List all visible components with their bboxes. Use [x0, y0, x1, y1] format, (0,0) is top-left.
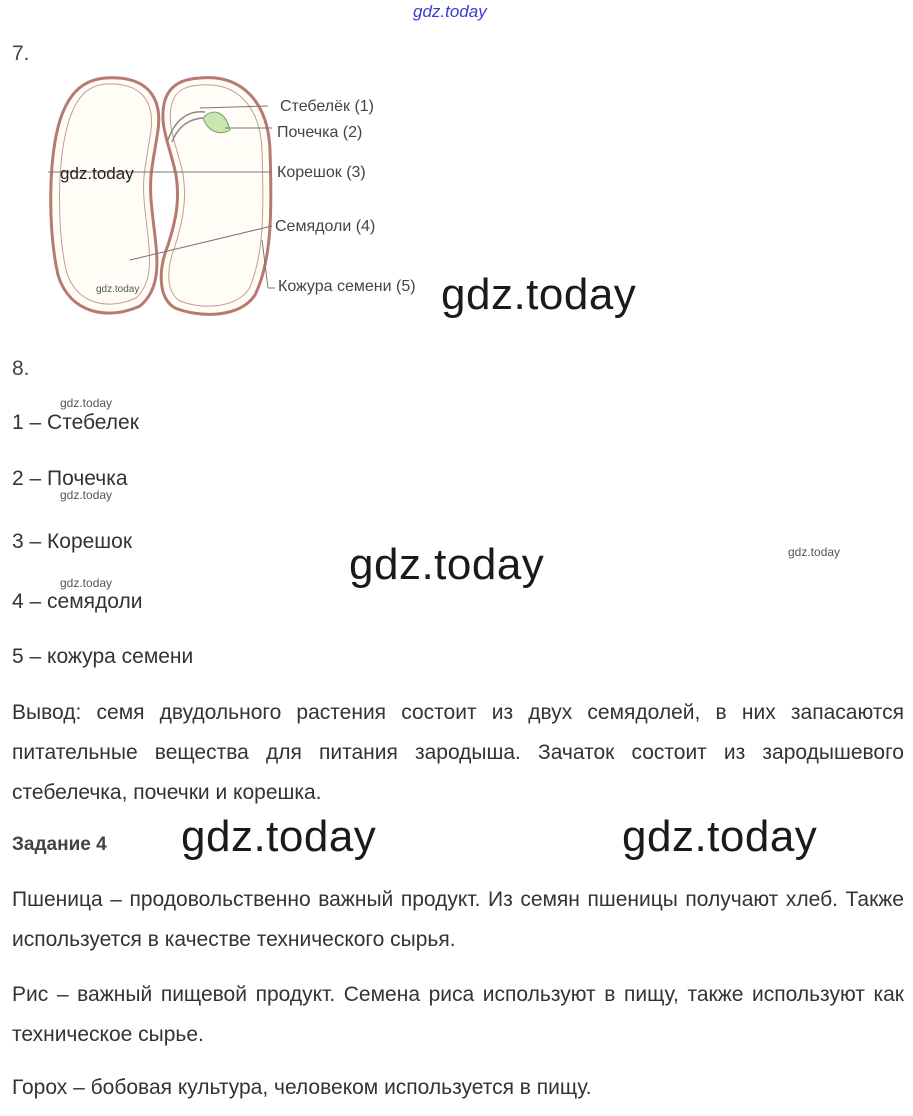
diagram-bottom-watermark: gdz.today	[96, 284, 140, 295]
top-watermark: gdz.today	[413, 2, 487, 21]
label-bud: Почечка (2)	[277, 124, 363, 141]
wheat-paragraph: Пшеница – продовольственно важный продукт. Из семян пшеницы получают хлеб. Также используется в качестве технического сырья.	[12, 888, 904, 951]
task-4-title: Задание 4	[12, 834, 107, 855]
list-item-2: 2 – Почечка	[12, 467, 128, 490]
list-item-4: 4 – семядоли	[12, 590, 143, 613]
list-right-watermark: gdz.today	[788, 545, 841, 559]
label-seed-coat: Кожура семени (5)	[278, 278, 416, 295]
left-cotyledon	[51, 78, 159, 313]
list-watermark-3: gdz.today	[60, 576, 113, 590]
section-7-number: 7.	[12, 42, 30, 65]
rice-paragraph: Рис – важный пищевой продукт. Семена риса используют в пищу, также используют как техническое сырье.	[12, 983, 904, 1046]
diagram-inner-watermark: gdz.today	[60, 164, 134, 183]
section-8-number: 8.	[12, 357, 30, 380]
label-stem: Стебелёк (1)	[280, 98, 375, 115]
list-center-watermark: gdz.today	[349, 540, 545, 589]
list-watermark-2: gdz.today	[60, 488, 113, 502]
list-watermark-1: gdz.today	[60, 396, 113, 410]
conclusion-paragraph: Вывод: семя двудольного растения состоит из двух семядолей, в них запасаются питательные вещества для питания зародыша. Зачаток состоит из зародышевого стебелечка, почечки и корешка.	[12, 701, 904, 804]
label-root: Корешок (3)	[277, 164, 366, 181]
list-item-3: 3 – Корешок	[12, 530, 133, 553]
task-right-watermark: gdz.today	[622, 812, 818, 861]
label-cotyledons: Семядоли (4)	[275, 218, 376, 235]
list-item-5: 5 – кожура семени	[12, 645, 194, 668]
pea-paragraph: Горох – бобовая культура, человеком используется в пищу.	[12, 1076, 592, 1099]
diagram-right-watermark: gdz.today	[441, 270, 637, 319]
task-left-watermark: gdz.today	[181, 812, 377, 861]
list-item-1: 1 – Стебелек	[12, 411, 139, 434]
